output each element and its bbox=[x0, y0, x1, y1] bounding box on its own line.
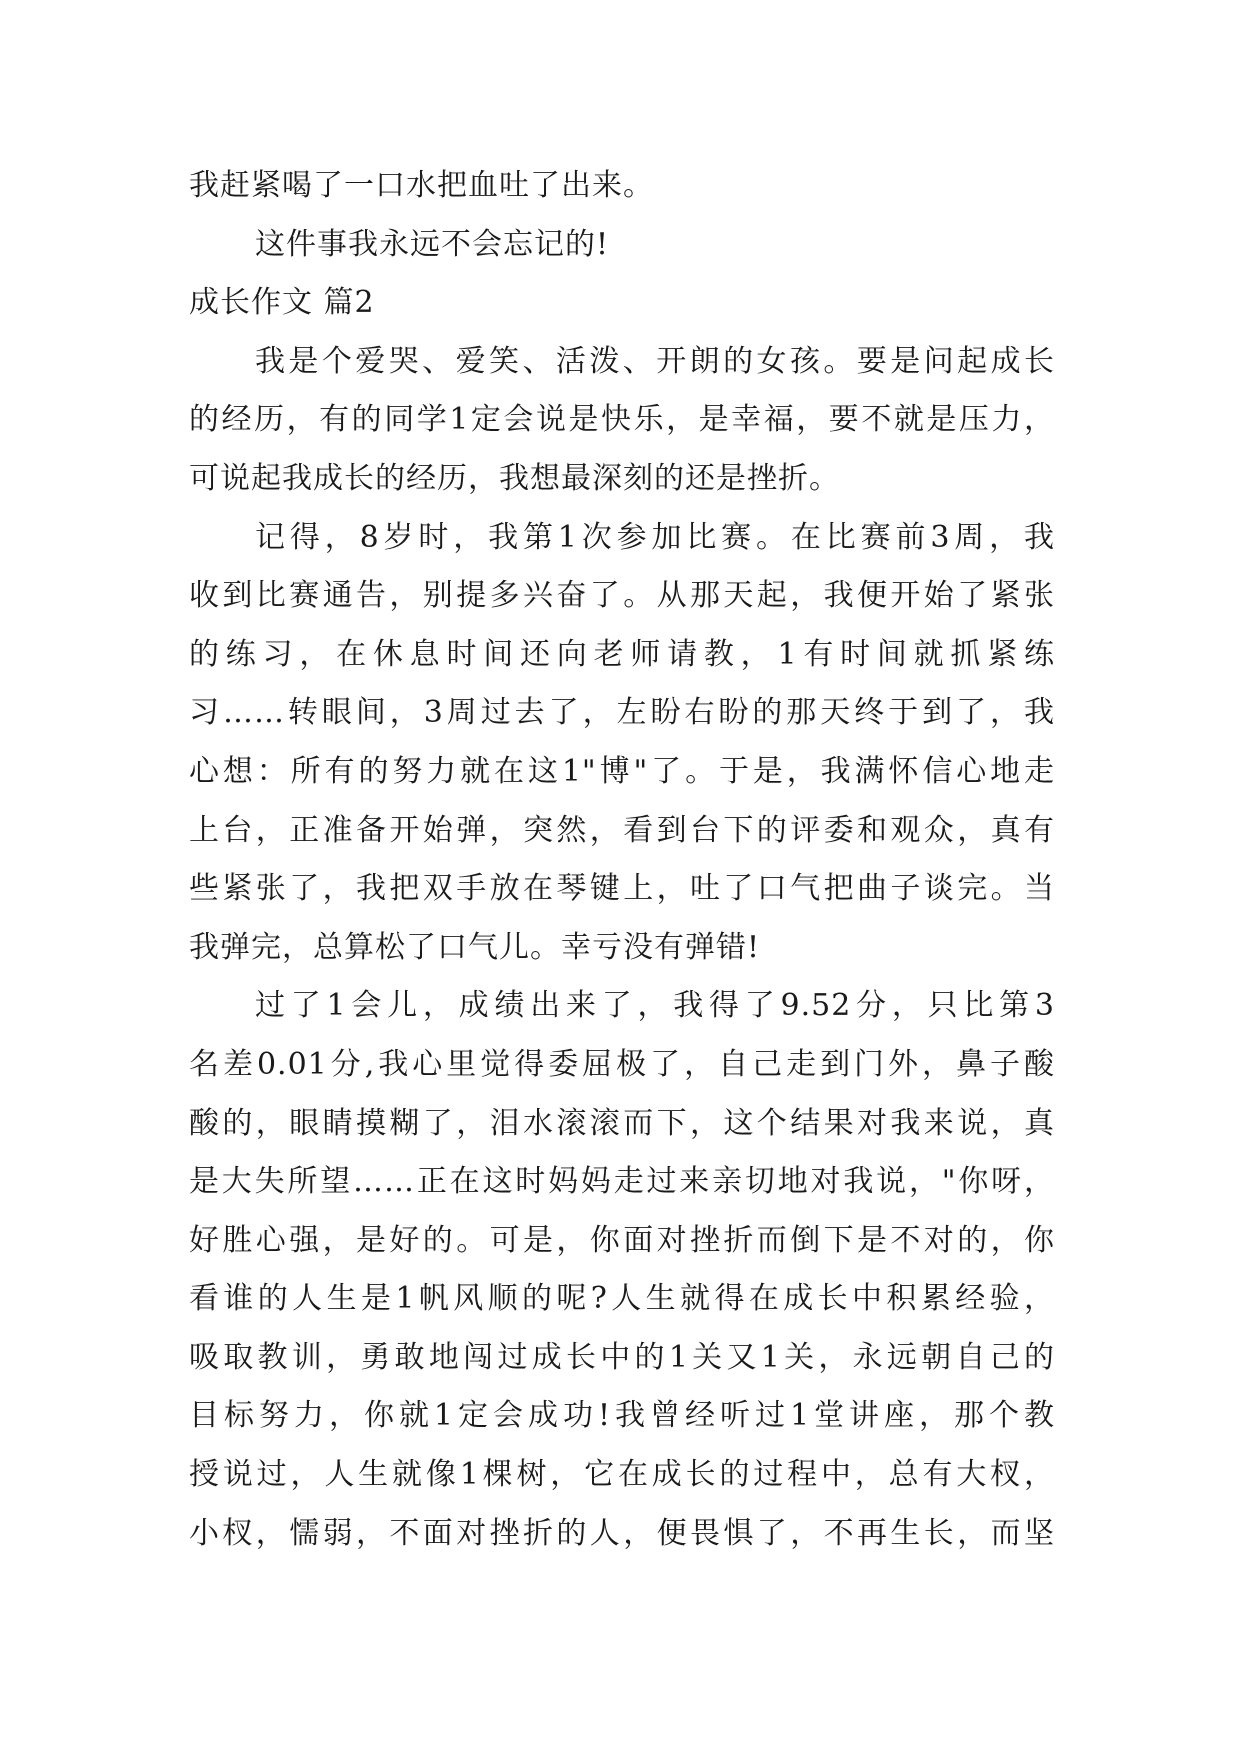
text-line: 是大失所望……正在这时妈妈走过来亲切地对我说，"你呀， bbox=[189, 1164, 1055, 1200]
text-line: 这件事我永远不会忘记的! bbox=[255, 226, 610, 262]
text-line: 习……转眼间，3周过去了，左盼右盼的那天终于到了，我 bbox=[189, 695, 1055, 731]
text-line: 记得，8岁时，我第1次参加比赛。在比赛前3周，我 bbox=[255, 519, 1055, 555]
text-line: 酸的，眼睛摸糊了，泪水滚滚而下，这个结果对我来说，真 bbox=[189, 1105, 1055, 1141]
text-line: 些紧张了，我把双手放在琴键上，吐了口气把曲子谈完。当 bbox=[189, 871, 1055, 907]
text-line: 的练习，在休息时间还向老师请教，1有时间就抓紧练 bbox=[189, 636, 1055, 672]
text-line: 授说过，人生就像1棵树，它在成长的过程中，总有大杈， bbox=[189, 1457, 1055, 1493]
text-line: 小杈，懦弱，不面对挫折的人，便畏惧了，不再生长，而坚 bbox=[189, 1515, 1055, 1551]
text-line: 吸取教训，勇敢地闯过成长中的1关又1关，永远朝自己的 bbox=[189, 1339, 1055, 1375]
text-line: 的经历，有的同学1定会说是快乐，是幸福，要不就是压力， bbox=[189, 402, 1055, 438]
text-line: 心想：所有的努力就在这1"博"了。于是，我满怀信心地走 bbox=[189, 753, 1055, 789]
text-line: 我赶紧喝了一口水把血吐了出来。 bbox=[189, 168, 654, 203]
text-line: 上台，正准备开始弹，突然，看到台下的评委和观众，真有 bbox=[189, 812, 1055, 848]
text-line: 名差0.01分,我心里觉得委屈极了，自己走到门外，鼻子酸 bbox=[189, 1046, 1055, 1082]
text-line: 好胜心强，是好的。可是，你面对挫折而倒下是不对的，你 bbox=[189, 1222, 1055, 1258]
text-line: 收到比赛通告，别提多兴奋了。从那天起，我便开始了紧张 bbox=[189, 578, 1055, 614]
text-line: 我是个爱哭、爱笑、活泼、开朗的女孩。要是问起成长 bbox=[255, 343, 1055, 379]
text-line: 过了1会儿，成绩出来了，我得了9.52分，只比第3 bbox=[255, 988, 1055, 1024]
text-line: 看谁的人生是1帆风顺的呢?人生就得在成长中积累经验， bbox=[189, 1281, 1055, 1317]
section-heading: 成长作文 篇2 bbox=[189, 285, 375, 321]
text-line: 目标努力，你就1定会成功!我曾经听过1堂讲座，那个教 bbox=[189, 1398, 1055, 1434]
essay-body bbox=[189, 157, 1055, 1563]
text-line: 可说起我成长的经历，我想最深刻的还是挫折。 bbox=[189, 460, 840, 496]
text-line: 我弹完，总算松了口气儿。幸亏没有弹错! bbox=[189, 929, 761, 965]
